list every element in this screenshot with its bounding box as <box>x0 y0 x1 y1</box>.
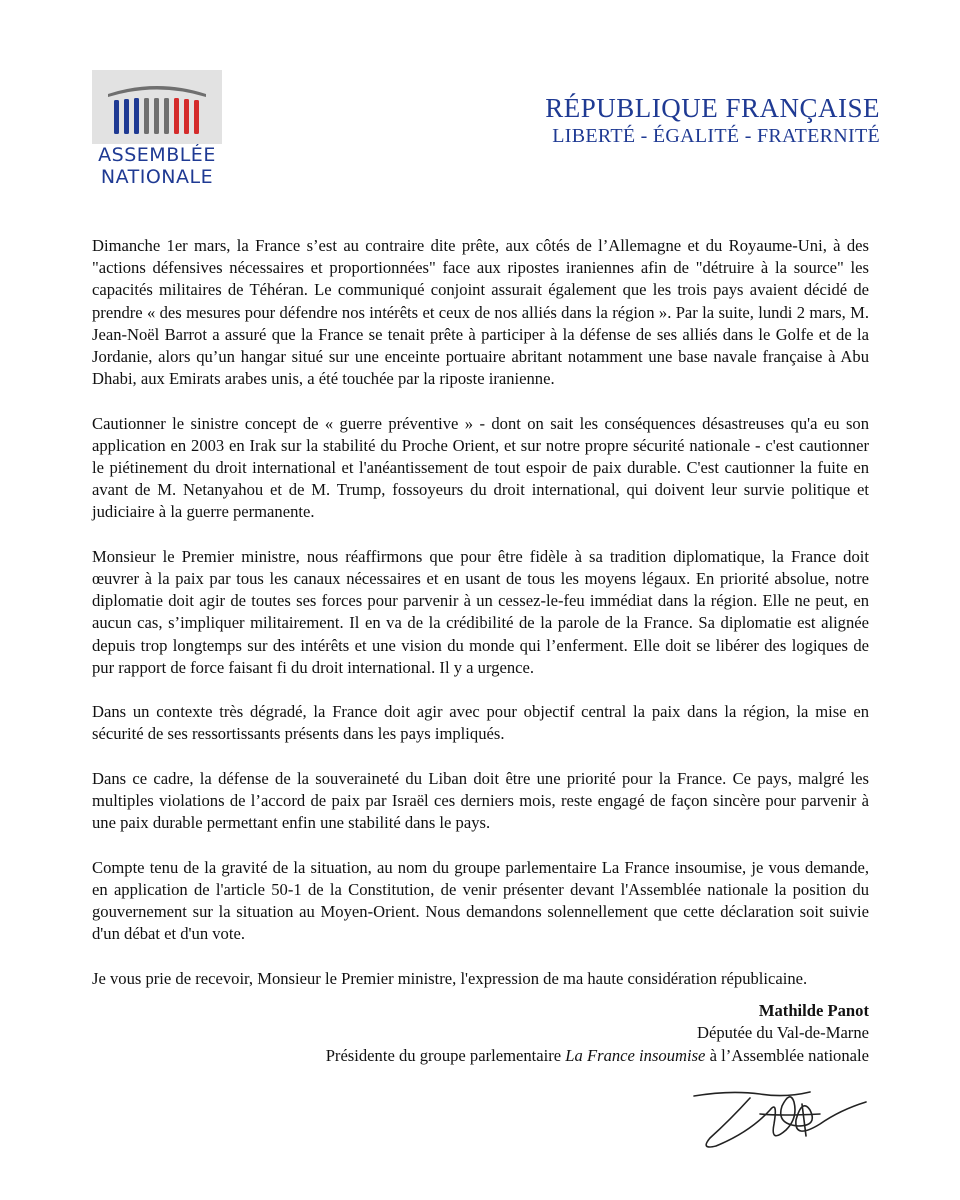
republic-header <box>545 92 880 148</box>
paragraph-1: Dimanche 1er mars, la France s’est au contraire dite prête, aux côtés de l’Allemagne et du Royaume-Uni, à des "actions défensives nécessaires et proportionnées" face aux ripostes iraniennes afin de "détruire à la source" les capacités militaires de Téhéran. Le communiqué conjoint assurait également que les trois pays avaient décidé de prendre « des mesures pour défendre nos intérêts et ceux de nos alliés dans la région ». Par la suite, lundi 2 mars, M. Jean-Noël Barrot a assuré que la France se tenait prête à participer à la défense de ses alliés dans le Golfe et de la Jordanie, alors qu’un hangar situé sur une enceinte portuaire abritant notamment une base navale française à Abu Dhabi, aux Emirats arabes unis, a été touchée par la riposte iranienne. <box>92 236 869 389</box>
logo-line-2: NATIONALE <box>100 166 214 188</box>
signatory-name: Mathilde Panot <box>758 1001 869 1020</box>
signature-block <box>326 1000 869 1067</box>
logo-text <box>92 144 222 188</box>
role-2-prefix: Présidente du groupe parlementaire <box>325 1045 566 1065</box>
republic-motto: LIBERTÉ - ÉGALITÉ - FRATERNITÉ <box>552 125 880 147</box>
paragraph-7: Je vous prie de recevoir, Monsieur le Premier ministre, l'expression de ma haute considération républicaine. <box>92 968 808 988</box>
paragraph-6: Compte tenu de la gravité de la situation, au nom du groupe parlementaire La France insoumise, je vous demande, en application de l'article 50-1 de la Constitution, de venir présenter devant l'Assemblée nationale la position du gouvernement sur la situation au Moyen-Orient. Nous demandons solennellement que cette déclaration soit suivie d'un débat et d'un vote. <box>92 857 869 944</box>
republic-title: RÉPUBLIQUE FRANÇAISE <box>545 93 880 123</box>
letter-body <box>92 235 869 1012</box>
hemicycle-icon <box>92 70 222 144</box>
signatory-role-1: Députée du Val-de-Marne <box>696 1023 869 1043</box>
paragraph-2: Cautionner le sinistre concept de « guerre préventive » - dont on sait les conséquences désastreuses qu'a eu son application en 2003 en Irak sur la stabilité du Proche Orient, et sur notre propre sécurité nationale - c'est cautionner le piétinement du droit international et l'anéantissement de tout espoir de paix durable. C'est cautionner la fuite en avant de M. Netanyahou et de M. Trump, fossoyeurs du droit international, qui doivent leur survie politique et judiciaire à la guerre permanente. <box>92 413 869 522</box>
role-2-suffix: à l’Assemblée nationale <box>705 1045 869 1065</box>
paragraph-4: Dans un contexte très dégradé, la France doit agir avec pour objectif central la paix dans la région, la mise en sécurité de ses ressortissants présents dans les pays impliqués. <box>92 702 869 744</box>
paragraph-5: Dans ce cadre, la défense de la souveraineté du Liban doit être une priorité pour la France. Ce pays, malgré les multiples violations de l’accord de paix par Israël ces derniers mois, reste engagé de façon sincère pour parvenir à une paix durable permettant enfin une stabilité dans le pays. <box>92 768 869 833</box>
handwritten-signature <box>690 1080 890 1160</box>
paragraph-3: Monsieur le Premier ministre, nous réaffirmons que pour être fidèle à sa tradition diplomatique, la France doit œuvrer à la paix par tous les canaux nécessaires et en usant de tous les moyens légaux. En priorité absolue, notre diplomatie doit agir de toutes ses forces pour parvenir à un cessez-le-feu immédiat dans la région. Elle ne peut, en aucun cas, s’impliquer militairement. Il en va de la crédibilité de la parole de la France. Sa diplomatie est alignée depuis trop longtemps sur des intérêts et une vision du monde qui l’enferment. Elle doit se libérer des logiques de pur rapport de force faisant fi du droit international. Il y a urgence. <box>92 546 869 677</box>
signatory-role-2 <box>326 1045 869 1067</box>
assemblee-nationale-logo <box>92 70 222 190</box>
role-2-group: La France insoumise <box>565 1045 706 1065</box>
logo-line-1: ASSEMBLÉE <box>98 144 216 166</box>
